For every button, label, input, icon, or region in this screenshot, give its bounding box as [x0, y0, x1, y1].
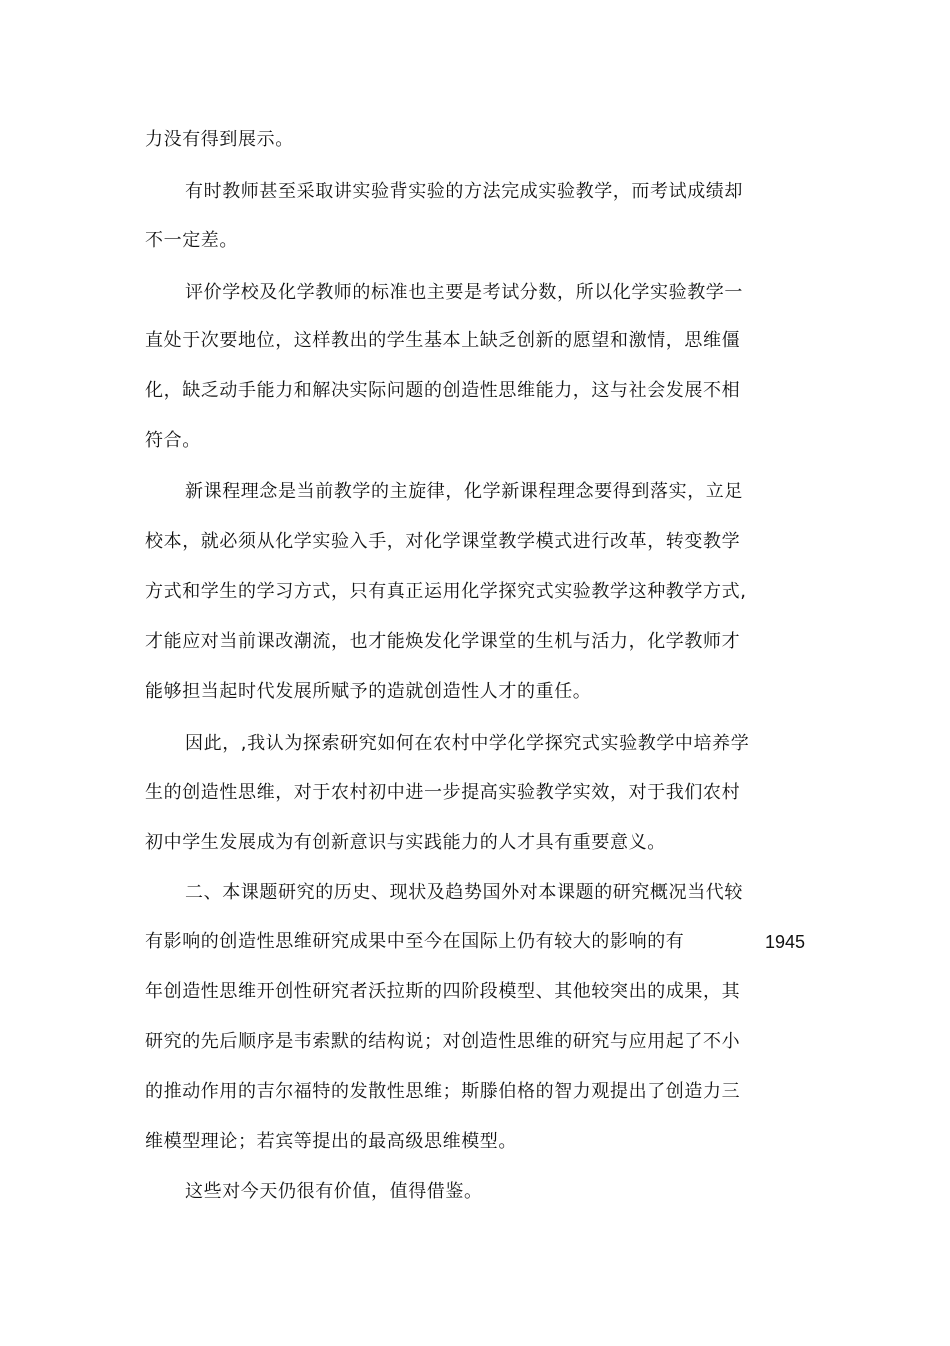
year-number: 1945 — [765, 932, 806, 952]
text-line: 化，缺乏动手能力和解决实际问题的创造性思维能力，这与社会发展不相 — [145, 380, 741, 401]
text-line: 符合。 — [145, 430, 201, 451]
text-line: 方式和学生的学习方式，只有真正运用化学探究式实验教学这种教学方式, — [145, 581, 747, 602]
text-line: 初中学生发展成为有创新意识与实践能力的人才具有重要意义。 — [145, 832, 666, 853]
text-line: 才能应对当前课改潮流，也才能焕发化学课堂的生机与活力，化学教师才 — [145, 631, 741, 652]
text-line: 的推动作用的吉尔福特的发散性思维；斯滕伯格的智力观提出了创造力三 — [145, 1081, 741, 1102]
paragraph-start-line: 新课程理念是当前教学的主旋律，化学新课程理念要得到落实，立足 — [185, 481, 743, 502]
text-line: 年创造性思维开创性研究者沃拉斯的四阶段模型、其他较突出的成果，其 — [145, 981, 741, 1002]
text-line: 研究的先后顺序是韦索默的结构说；对创造性思维的研究与应用起了不小 — [145, 1031, 741, 1052]
text-line: 校本，就必须从化学实验入手，对化学课堂教学模式进行改革，转变教学 — [145, 531, 741, 552]
text-line: 有影响的创造性思维研究成果中至今在国际上仍有较大的影响的有 — [145, 931, 685, 952]
text-line: 直处于次要地位，这样教出的学生基本上缺乏创新的愿望和激情，思维僵 — [145, 330, 741, 351]
paragraph-start-line: 因此，,我认为探索研究如何在农村中学化学探究式实验教学中培养学 — [185, 733, 750, 754]
text-line: 力没有得到展示。 — [145, 129, 294, 150]
text-line: 能够担当起时代发展所赋予的造就创造性人才的重任。 — [145, 681, 592, 702]
text-line: 维模型理论；若宾等提出的最高级思维模型。 — [145, 1131, 517, 1152]
paragraph-start-line: 有时教师甚至采取讲实验背实验的方法完成实验教学，而考试成绩却 — [185, 181, 743, 202]
paragraph-start-line: 评价学校及化学教师的标准也主要是考试分数，所以化学实验教学一 — [185, 282, 743, 303]
paragraph-start-line: 二、本课题研究的历史、现状及趋势国外对本课题的研究概况当代较 — [185, 882, 743, 903]
paragraph-start-line: 这些对今天仍很有价值，值得借鉴。 — [185, 1181, 483, 1202]
text-line: 不一定差。 — [145, 230, 238, 251]
text-line: 生的创造性思维，对于农村初中进一步提高实验教学实效，对于我们农村 — [145, 782, 741, 803]
